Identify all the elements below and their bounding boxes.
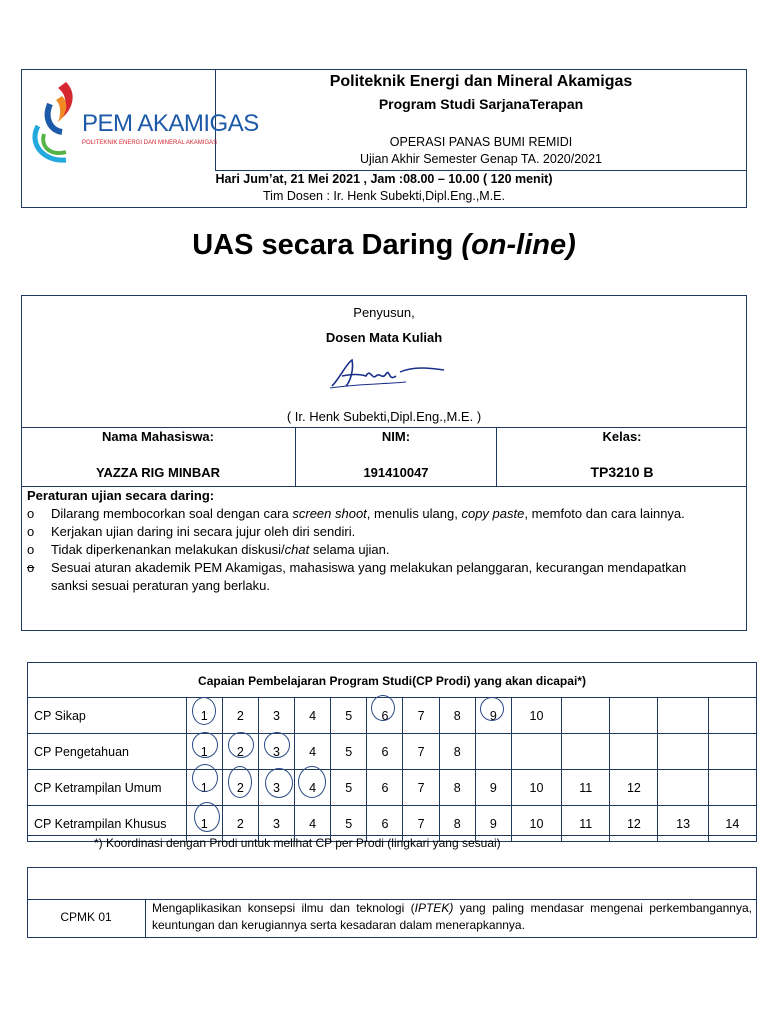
bullet: o xyxy=(27,560,35,575)
selection-circle xyxy=(480,697,504,721)
cp-row xyxy=(28,770,757,806)
cp-row-label: CP Ketrampilan Umum xyxy=(28,770,187,806)
cp-cell xyxy=(511,734,561,770)
cp-cell: 6 xyxy=(367,698,403,734)
cp-cell: 2 xyxy=(222,734,258,770)
cp-cell: 2 xyxy=(222,806,258,842)
cp-cell xyxy=(475,734,511,770)
rule-italic: chat xyxy=(284,542,310,557)
rule-item-4 xyxy=(27,559,717,595)
cp-cell: 7 xyxy=(403,770,439,806)
cp-cell xyxy=(562,734,610,770)
rule-text: Kerjakan ujian daring ini secara jujur oleh diri sendiri. xyxy=(51,524,356,539)
cpmk-text: Mengaplikasikan konsepsi ilmu dan teknologi ( xyxy=(152,901,415,915)
title-italic: (on-line) xyxy=(461,229,576,261)
rule-text: Tidak diperkenankan melakukan diskusi/ xyxy=(51,542,285,557)
cp-cell: 7 xyxy=(403,698,439,734)
selection-circle xyxy=(228,732,254,758)
cp-cell: 7 xyxy=(403,806,439,842)
cp-cell: 1 xyxy=(186,698,222,734)
cp-cell: 8 xyxy=(439,770,475,806)
cp-cell: 9 xyxy=(475,770,511,806)
cp-cell: 1 xyxy=(186,770,222,806)
cp-cell: 10 xyxy=(511,698,561,734)
cpmk-col xyxy=(145,899,146,938)
cp-cell: 11 xyxy=(562,806,610,842)
cp-cell xyxy=(658,734,708,770)
cp-row xyxy=(28,734,757,770)
cp-cell: 10 xyxy=(511,770,561,806)
rules-heading: Peraturan ujian secara daring: xyxy=(27,488,215,503)
rule-italic: screen shoot xyxy=(292,506,367,521)
cp-cell: 13 xyxy=(658,806,708,842)
student-name-label: Nama Mahasiswa: xyxy=(102,429,214,444)
lecturer-name: ( Ir. Henk Subekti,Dipl.Eng.,M.E. ) xyxy=(286,409,482,424)
cp-cell: 4 xyxy=(295,806,331,842)
selection-circle xyxy=(371,695,395,721)
logo-text: PEM AKAMIGAS xyxy=(82,110,259,137)
cp-cell: 1 xyxy=(186,734,222,770)
cp-row-label: CP Pengetahuan xyxy=(28,734,187,770)
page-title xyxy=(0,229,768,262)
selection-circle xyxy=(192,732,218,758)
cp-cell: 9 xyxy=(475,806,511,842)
cp-cell xyxy=(610,698,658,734)
cp-cell: 1 xyxy=(186,806,222,842)
selection-circle xyxy=(192,764,218,792)
cp-cell: 5 xyxy=(331,698,367,734)
cp-row-label: CP Ketrampilan Khusus xyxy=(28,806,187,842)
cp-cell: 3 xyxy=(258,698,294,734)
signature-icon xyxy=(326,354,446,392)
cp-cell: 6 xyxy=(367,806,403,842)
class-value: TP3210 B xyxy=(590,464,654,480)
nim-value: 191410047 xyxy=(363,465,429,480)
cp-cell: 5 xyxy=(331,806,367,842)
cp-cell: 9 xyxy=(475,698,511,734)
cp-cell xyxy=(658,698,708,734)
student-name-value: YAZZA RIG MINBAR xyxy=(96,465,220,480)
header-divider xyxy=(215,170,747,171)
program-name: Program Studi SarjanaTerapan xyxy=(378,96,584,112)
cp-cell: 7 xyxy=(403,734,439,770)
exam-name: Ujian Akhir Semester Genap TA. 2020/2021 xyxy=(359,152,603,166)
cp-cell xyxy=(610,734,658,770)
cp-table xyxy=(27,697,757,842)
rule-item-2 xyxy=(27,523,717,541)
rule-text: , memfoto dan cara lainnya. xyxy=(524,506,685,521)
cp-cell xyxy=(708,698,756,734)
cp-note: *) Koordinasi dengan Prodi untuk melihat CP per Prodi (lingkari yang sesuai) xyxy=(94,836,501,850)
cp-row-label: CP Sikap xyxy=(28,698,187,734)
cp-cell: 14 xyxy=(708,806,756,842)
rule-text: Dilarang membocorkan soal dengan cara xyxy=(51,506,293,521)
lecturer-team: Tim Dosen : Ir. Henk Subekti,Dipl.Eng.,M.E. xyxy=(263,189,505,203)
rule-text: Sesuai aturan akademik PEM Akamigas, mahasiswa yang melakukan pelanggaran, kecurangan mendapatkan sanksi sesuai peraturan yang berlaku. xyxy=(51,560,687,593)
cp-cell: 5 xyxy=(331,770,367,806)
cp-cell: 6 xyxy=(367,770,403,806)
bullet: o xyxy=(27,524,35,539)
cp-cell: 8 xyxy=(439,734,475,770)
cp-cell: 2 xyxy=(222,770,258,806)
class-label: Kelas: xyxy=(602,429,642,444)
cp-cell: 8 xyxy=(439,698,475,734)
cp-cell: 4 xyxy=(295,734,331,770)
selection-circle xyxy=(265,768,293,798)
cpmk-italic: IPTEK) xyxy=(414,901,454,915)
cp-cell xyxy=(658,770,708,806)
selection-circle xyxy=(192,697,216,725)
cpmk-code: CPMK 01 xyxy=(60,910,112,924)
course-name: OPERASI PANAS BUMI REMIDI xyxy=(389,135,573,149)
signature xyxy=(326,354,446,392)
cpmk-text: yang paling mendasar mengenai perkembangannya, keuntungan dan kerugiannya serta kesadaran dalam menerapkannya. xyxy=(152,901,752,932)
cp-cell: 5 xyxy=(331,734,367,770)
cp-cell: 8 xyxy=(439,806,475,842)
bullet: o xyxy=(27,506,35,521)
cp-cell: 4 xyxy=(295,698,331,734)
pem-akamigas-logo xyxy=(22,74,259,166)
cp-cell: 12 xyxy=(610,770,658,806)
cp-cell: 4 xyxy=(295,770,331,806)
signature-divider xyxy=(21,427,747,428)
selection-circle xyxy=(298,766,326,798)
rules-section xyxy=(27,487,717,595)
rule-text: , menulis ulang, xyxy=(366,506,462,521)
role-label: Dosen Mata Kuliah xyxy=(325,330,443,345)
title-main: UAS secara Daring xyxy=(192,229,462,261)
rule-text: selama ujian. xyxy=(309,542,390,557)
nim-label: NIM: xyxy=(381,429,411,444)
penyusun-label: Penyusun, xyxy=(353,305,415,320)
cp-cell: 10 xyxy=(511,806,561,842)
selection-circle xyxy=(264,732,290,758)
cp-cell: 6 xyxy=(367,734,403,770)
cp-cell: 11 xyxy=(562,770,610,806)
cp-cell: 3 xyxy=(258,806,294,842)
bullet: o xyxy=(27,542,35,557)
rule-italic: copy paste xyxy=(461,506,525,521)
cp-cell: 3 xyxy=(258,734,294,770)
cp-cell: 3 xyxy=(258,770,294,806)
exam-schedule: Hari Jum’at, 21 Mei 2021 , Jam :08.00 – 10.00 ( 120 menit) xyxy=(215,172,553,186)
selection-circle xyxy=(228,766,252,798)
cpmk-description xyxy=(152,900,752,934)
cp-cell xyxy=(708,770,756,806)
rule-item-3 xyxy=(27,541,717,559)
institution-name: Politeknik Energi dan Mineral Akamigas xyxy=(329,73,633,90)
rule-item-1 xyxy=(27,505,717,523)
logo-subtext: POLITEKNIK ENERGI DAN MINERAL AKAMIGAS xyxy=(82,140,218,146)
cp-cell xyxy=(708,734,756,770)
cp-cell: 12 xyxy=(610,806,658,842)
cp-table-heading: Capaian Pembelajaran Program Studi(CP Prodi) yang akan dicapai*) xyxy=(198,674,586,688)
selection-circle xyxy=(194,802,220,832)
cp-cell: 2 xyxy=(222,698,258,734)
cp-cell xyxy=(562,698,610,734)
